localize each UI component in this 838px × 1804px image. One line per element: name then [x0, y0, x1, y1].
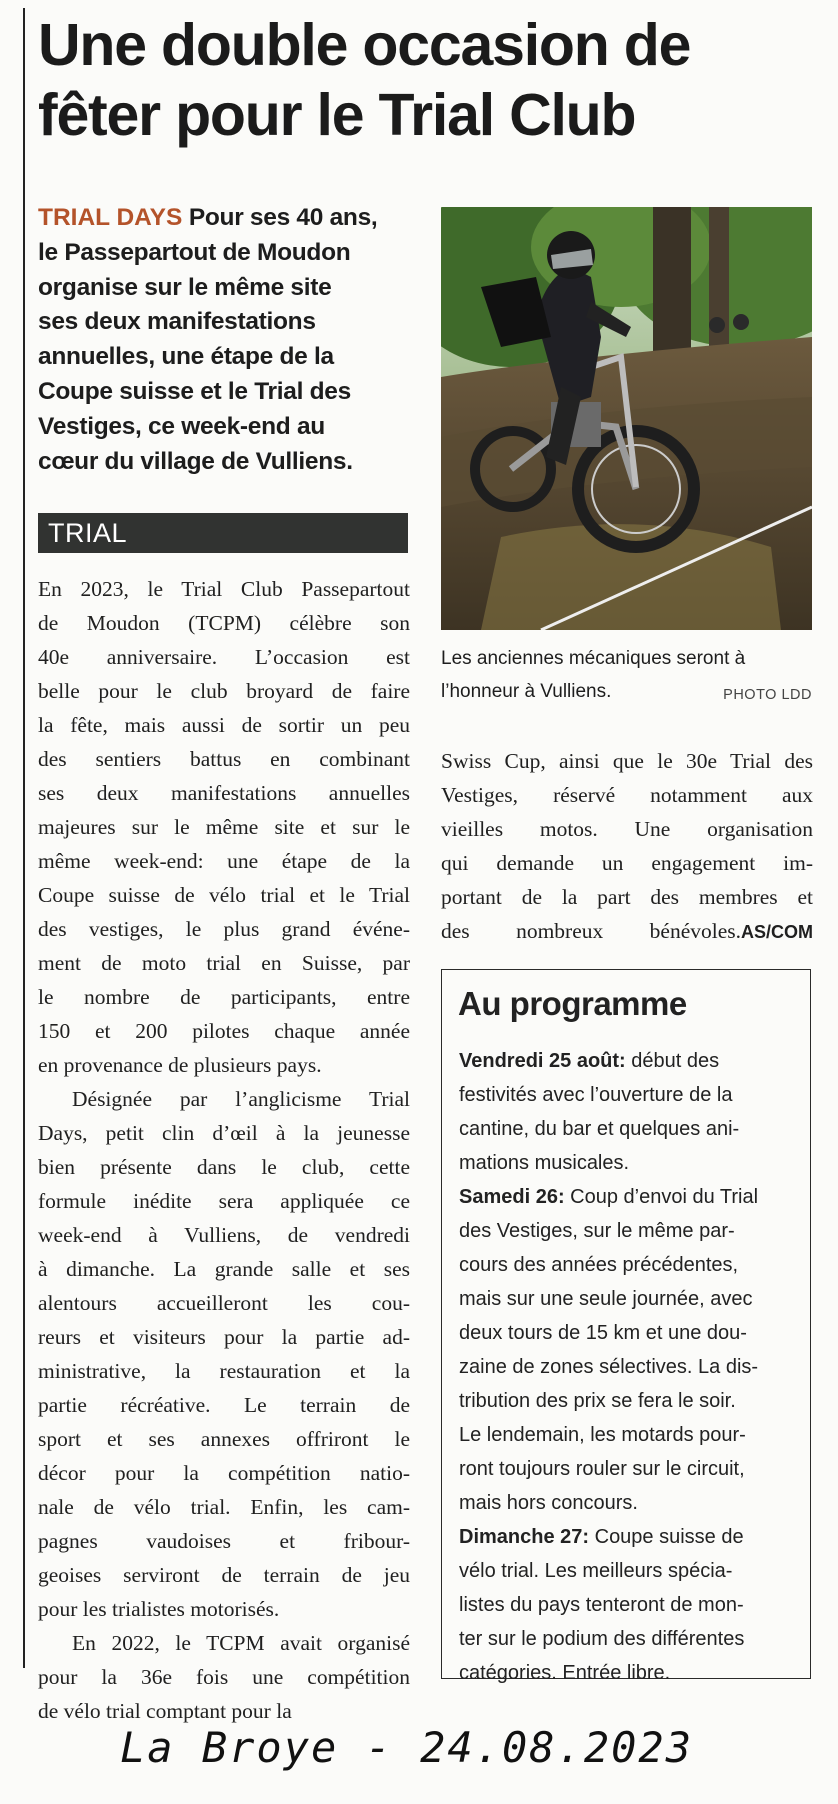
lead-line: Vestiges, ce week-end au: [38, 412, 325, 440]
programme-line: des Vestiges, sur le même par-: [459, 1220, 735, 1242]
article-body-column-2: [441, 744, 813, 948]
programme-text: Coupe suisse de: [589, 1526, 744, 1548]
body-line: 150 et 200 pilotes chaque année: [38, 1019, 410, 1043]
programme-text: Coup d’envoi du Trial: [564, 1186, 759, 1208]
programme-line: zaine de zones sélectives. La dis-: [459, 1356, 759, 1378]
body-line: nale de vélo trial. Enfin, les cam-: [38, 1495, 410, 1519]
body-line: de Moudon (TCPM) célèbre son: [38, 611, 410, 635]
lead-paragraph: [38, 201, 413, 479]
headline-line: Une double occasion de: [38, 12, 691, 78]
lead-line: ses deux manifestations: [38, 308, 316, 336]
programme-line: [459, 1520, 799, 1554]
programme-line: [459, 1180, 799, 1214]
lead-line: [38, 201, 413, 236]
caption-line: Les anciennes mécaniques seront à: [441, 648, 746, 669]
caption-line: l’honneur à Vulliens.: [441, 681, 612, 702]
column-rule: [23, 8, 25, 1668]
body-line: Swiss Cup, ainsi que le 30e Trial des: [441, 749, 813, 773]
friday-label: Vendredi 25 août:: [459, 1050, 626, 1072]
body-line: partie récréative. Le terrain de: [38, 1393, 410, 1417]
body-line: de vélo trial comptant pour la: [38, 1699, 292, 1723]
programme-line: Le lendemain, les motards pour-: [459, 1424, 746, 1446]
body-line: des sentiers battus en combinant: [38, 747, 410, 771]
body-line: portant de la part des membres et: [441, 885, 813, 909]
programme-line: ront toujours rouler sur le circuit,: [459, 1458, 745, 1480]
lead-text: Pour ses 40 ans,: [182, 204, 378, 231]
body-line: reurs et visiteurs pour la partie ad-: [38, 1325, 410, 1349]
programme-line: ter sur le podium des différentes: [459, 1628, 745, 1650]
lead-kicker: TRIAL DAYS: [38, 204, 183, 231]
headline-line: fêter pour le Trial Club: [38, 82, 636, 148]
body-line: week-end à Vulliens, de vendredi: [38, 1223, 410, 1247]
body-line: pour les trialistes motorisés.: [38, 1597, 280, 1621]
body-line: En 2023, le Trial Club Passepartout: [38, 577, 410, 601]
body-line: bien présente dans le club, cette: [38, 1155, 410, 1179]
programme-line: cantine, du bar et quelques ani-: [459, 1118, 740, 1140]
body-line: geoises serviront de terrain de jeu: [38, 1563, 410, 1587]
body-line: formule inédite sera appliquée ce: [38, 1189, 410, 1213]
photo-caption: [441, 642, 814, 708]
programme-line: tribution des prix se fera le soir.: [459, 1390, 736, 1412]
sunday-label: Dimanche 27:: [459, 1526, 590, 1548]
body-line: à dimanche. La grande salle et ses: [38, 1257, 410, 1281]
body-line: Vestiges, réservé notamment aux: [441, 783, 813, 807]
body-line: Days, petit clin d’œil à la jeunesse: [38, 1121, 410, 1145]
programme-title: Au programme: [458, 985, 687, 1022]
section-label: TRIAL: [38, 513, 408, 553]
programme-line: listes du pays tenteront de mon-: [459, 1594, 744, 1616]
programme-box: [441, 969, 811, 1684]
body-line: en provenance de plusieurs pays.: [38, 1053, 322, 1077]
lead-line: cœur du village de Vulliens.: [38, 447, 353, 475]
programme-body: [459, 1044, 799, 1690]
body-line: même week-end: une étape de la: [38, 849, 410, 873]
programme-line: mais hors concours.: [459, 1492, 638, 1514]
author-signature: AS/COM: [741, 922, 813, 942]
handwritten-source-note: La Broye - 24.08.2023: [120, 1723, 694, 1772]
lead-line: Coupe suisse et le Trial des: [38, 377, 351, 405]
programme-line: deux tours de 15 km et une dou-: [459, 1322, 747, 1344]
body-line: pagnes vaudoises et fribour-: [38, 1529, 410, 1553]
body-line: En 2022, le TCPM avait organisé: [72, 1631, 410, 1655]
body-line: décor pour la compétition natio-: [38, 1461, 410, 1485]
article-body-column-1: [38, 572, 410, 1728]
body-line-last: [441, 914, 813, 948]
body-line: Coupe suisse de vélo trial et le Trial: [38, 883, 410, 907]
programme-line: cours des années précédentes,: [459, 1254, 739, 1276]
body-line: belle pour le club broyard de faire: [38, 679, 410, 703]
lead-line: annuelles, une étape de la: [38, 343, 334, 371]
photo-illustration: [441, 207, 812, 630]
programme-text: début des: [625, 1050, 720, 1072]
programme-line: mations musicales.: [459, 1152, 630, 1174]
body-line: 40e anniversaire. L’occasion est: [38, 645, 410, 669]
body-line: alentours accueilleront les cou-: [38, 1291, 410, 1315]
body-line: majeures sur le même site et sur le: [38, 815, 410, 839]
body-line: qui demande un engagement im-: [441, 851, 813, 875]
body-line: le nombre de participants, entre: [38, 985, 410, 1009]
programme-line: [459, 1044, 799, 1078]
programme-line: vélo trial. Les meilleurs spécia-: [459, 1560, 733, 1582]
body-line: ses deux manifestations annuelles: [38, 781, 410, 805]
body-line: pour la 36e fois une compétition: [38, 1665, 410, 1689]
body-line: Désignée par l’anglicisme Trial: [72, 1087, 410, 1111]
body-line: ministrative, la restauration et la: [38, 1359, 410, 1383]
body-line: ment de moto trial en Suisse, par: [38, 951, 410, 975]
body-line: des vestiges, le plus grand événe-: [38, 917, 410, 941]
body-line: sport et ses annexes offriront le: [38, 1427, 410, 1451]
lead-line: le Passepartout de Moudon: [38, 238, 351, 266]
body-line: vieilles motos. Une organisation: [441, 817, 813, 841]
programme-line: catégories. Entrée libre.: [459, 1662, 671, 1684]
headline: [38, 10, 828, 150]
photo-credit: PHOTO LDD: [723, 687, 812, 703]
saturday-label: Samedi 26:: [459, 1186, 565, 1208]
programme-line: festivités avec l’ouverture de la: [459, 1084, 733, 1106]
motorcycle-trial-photo: [441, 207, 812, 630]
body-text: des nombreux bénévoles.: [441, 919, 741, 943]
body-line: la fête, mais aussi de sortir un peu: [38, 713, 410, 737]
programme-line: mais sur une seule journée, avec: [459, 1288, 753, 1310]
lead-line: organise sur le même site: [38, 273, 332, 301]
